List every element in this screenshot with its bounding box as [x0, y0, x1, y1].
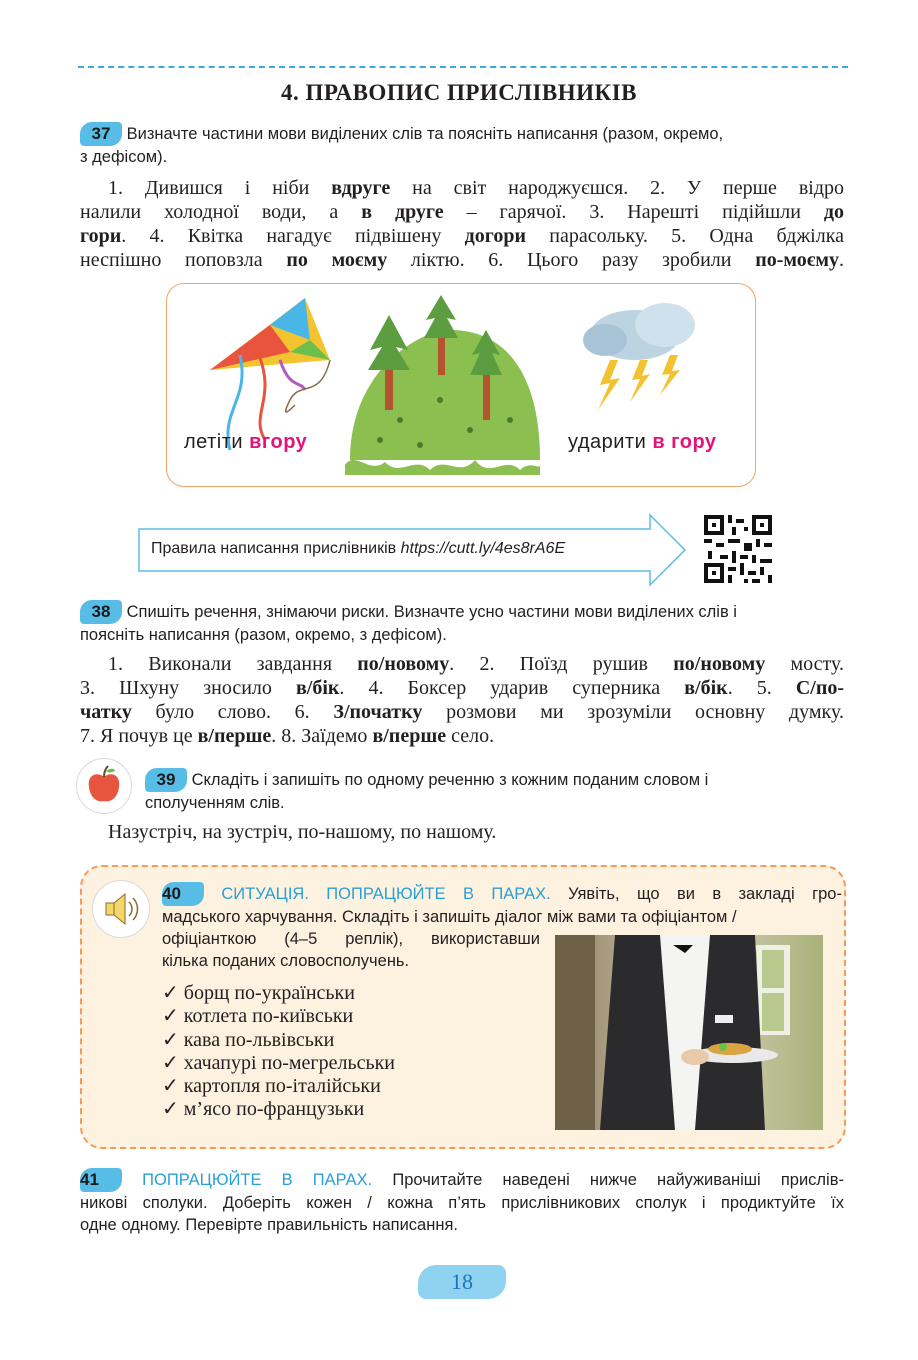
qr-code-icon[interactable] [704, 515, 772, 583]
kite-icon [210, 298, 330, 450]
thundercloud-icon [583, 303, 695, 410]
hill-icon [345, 295, 540, 475]
phrase-list [162, 982, 395, 1122]
exercise-41-heading: ПОПРАЦЮЙТЕ В ПАРАХ. [142, 1171, 373, 1189]
list-item: ✓ м’ясо по-французьки [162, 1098, 365, 1121]
section-title: 4. ПРАВОПИС ПРИСЛІВНИКІВ [280, 80, 638, 105]
exercise-37-text: 1. Дивишся і ніби вдруге на світ народжуєшся. 2. У перше відро налили холодної води, а в друге – гарячої. 3. Нарешті підійшли до гори. 4. Квітка нагадує підвішену догори парасольку. 5. Одна бджілка неспішно поповзла по моєму ліктю. 6. Цього разу зробили по-моєму. [80, 177, 844, 271]
exercise-41-instruction: 41 ПОПРАЦЮЙТЕ В ПАРАХ. Прочитайте наведені нижче найуживаніші прислів- никові сполуки. Доберіть кожен / кожна п’ять прислівникових сполук і продиктуйте їх одне одному. Перевірте правильність написання. [80, 1170, 844, 1234]
list-item: ✓ кава по-львівськи [162, 1028, 335, 1051]
waiter-photo [555, 935, 823, 1130]
top-divider [78, 66, 848, 68]
speaker-icon [92, 880, 150, 938]
exercise-38-badge: 38 [80, 600, 122, 624]
exercise-41-badge: 41 [80, 1168, 122, 1192]
apple-icon [76, 758, 132, 814]
page-number: 18 [418, 1265, 506, 1299]
exercise-39-words: Назустріч, на зустріч, по-нашому, по нашому. [108, 821, 497, 843]
rules-link-url: https://cutt.ly/4es8rA6E [400, 540, 566, 557]
exercise-38-instruction: 38 Спишіть речення, знімаючи риски. Визначте усно частини мови виділених слів і поясніть написання (разом, окремо, з дефісом). [80, 602, 737, 644]
exercise-40-instruction: 40 СИТУАЦІЯ. ПОПРАЦЮЙТЕ В ПАРАХ. Уявіть, що ви в закладі гро- мадського харчування. Складіть і запишіть діалог між вами та офіціантом / офіціанткою (4–5 реплік), використавши кілька поданих словосполучень. [162, 884, 842, 970]
caption-vgoru: летіти вгору [184, 431, 308, 453]
illustration-scene [180, 290, 760, 485]
list-item: ✓ борщ по-українськи [162, 982, 355, 1004]
caption-v-goru: ударити в гору [568, 431, 717, 453]
exercise-37-badge: 37 [80, 122, 122, 146]
exercise-39-badge: 39 [145, 768, 187, 792]
exercise-37-instruction: 37 Визначте частини мови виділених слів та поясніть написання (разом, окремо, з дефісом). [80, 124, 724, 166]
exercise-39-instruction: 39 Складіть і запишіть по одному реченню з кожним поданим словом і сполученням слів. [145, 770, 709, 812]
exercise-38-text: 1. Виконали завдання по/новому. 2. Поїзд рушив по/новому мосту. 3. Шхуну зносило в/бік. 4. Боксер ударив суперника в/бік. 5. С/по- чатку було слово. 6. З/початку розмови ми зрозуміли основну думку. 7. Я почув це в/перше. 8. Заїдемо в/перше село. [80, 653, 844, 747]
list-item: ✓ хачапурі по-мегрельськи [162, 1051, 396, 1074]
list-item: ✓ картопля по-італійськи [162, 1075, 381, 1098]
list-item: ✓ котлета по-київськи [162, 1005, 354, 1028]
rules-link[interactable]: Правила написання прислівників https://cutt.ly/4es8rA6E [151, 540, 566, 557]
exercise-40-heading: СИТУАЦІЯ. ПОПРАЦЮЙТЕ В ПАРАХ. [221, 885, 551, 903]
exercise-40-badge: 40 [162, 882, 204, 906]
